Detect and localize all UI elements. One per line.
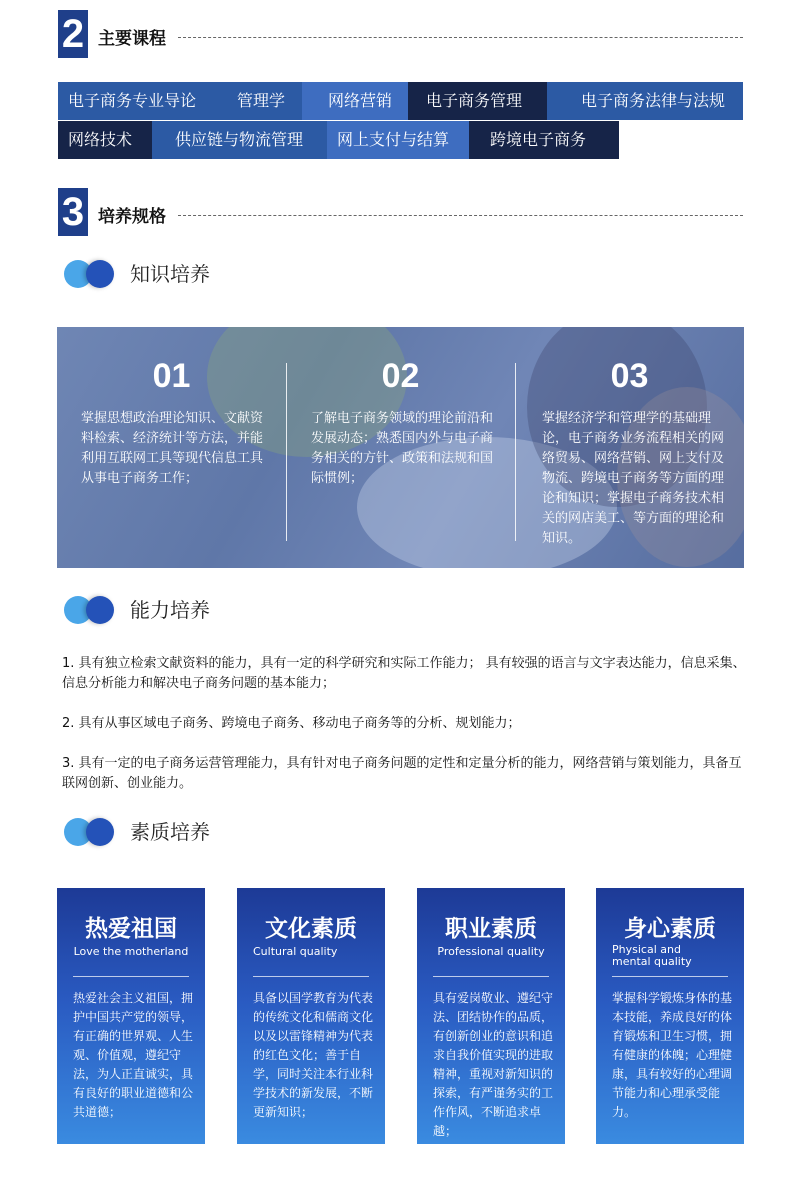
knowledge-panel <box>57 327 744 568</box>
subsection-title: 能力培养 <box>130 598 210 622</box>
card-subtitle: Physical and mental quality <box>612 943 692 968</box>
item-number: 03 <box>610 357 649 395</box>
card-divider <box>612 976 728 977</box>
item-text: 掌握经济学和管理学的基础理论，电子商务业务流程相关的网络贸易、网络营销、网上支付及物流、跨境电子商务等方面的理论和知识；掌握电子商务技术相关的网店美工、等方面的理论和知识。 <box>542 411 725 546</box>
course-cell: 网络技术 <box>58 121 152 159</box>
quality-card <box>237 888 385 1144</box>
card-title: 职业素质 <box>445 916 537 942</box>
dots-icon <box>64 596 116 624</box>
card-subtitle: Cultural quality <box>253 945 338 958</box>
card-divider <box>433 976 549 977</box>
ability-item: 2. 具有从事区域电子商务、跨境电子商务、移动电子商务等的分析、规划能力； <box>62 716 521 731</box>
card-divider <box>73 976 189 977</box>
course-cell: 供应链与物流管理 <box>152 121 327 159</box>
course-cell: 电子商务专业导论 <box>58 82 210 120</box>
card-divider <box>253 976 369 977</box>
dots-icon <box>64 260 116 288</box>
knowledge-item <box>515 327 744 568</box>
ability-item: 3. 具有一定的电子商务运营管理能力，具有针对电子商务问题的定性和定量分析的能力，网络营销与策划能力，具备互联网创新、创业能力。 <box>62 756 742 791</box>
course-cell: 跨境电子商务 <box>469 121 619 159</box>
card-subtitle: Love the motherland <box>73 945 189 958</box>
item-text: 了解电子商务领域的理论前沿和发展动态；熟悉国内外与电子商务相关的方针、政策和法规和国际惯例； <box>311 411 494 486</box>
course-cell: 网上支付与结算 <box>327 121 469 159</box>
card-text: 具备以国学教育为代表的传统文化和儒商文化以及以雷锋精神为代表的红色文化；善于自学，同时关注本行业科学技术的新发展，不断更新知识； <box>253 991 374 1119</box>
card-title: 身心素质 <box>624 916 716 942</box>
knowledge-item <box>286 327 515 568</box>
section-number: 2 <box>58 10 88 58</box>
course-cell: 管理学 <box>210 82 302 120</box>
dots-icon <box>64 818 116 846</box>
card-title: 热爱祖国 <box>85 916 177 942</box>
knowledge-item <box>57 327 286 568</box>
card-text: 具有爱岗敬业、遵纪守法、团结协作的品质，有创新创业的意识和追求自我价值实现的进取精神，重视对新知识的探索，有严谨务实的工作作风，不断追求卓越； <box>433 991 554 1138</box>
dashed-divider <box>178 215 743 216</box>
quality-card <box>596 888 744 1144</box>
item-text: 掌握思想政治理论知识、文献资料检索、经济统计等方法，并能利用互联网工具等现代信息工具从事电子商务工作； <box>81 411 264 486</box>
course-cell: 网络营销 <box>302 82 408 120</box>
ability-item: 1. 具有独立检索文献资料的能力，具有一定的科学研究和实际工作能力； 具有较强的语言与文字表达能力，信息采集、信息分析能力和解决电子商务问题的基本能力； <box>62 656 746 691</box>
section-3-header <box>58 188 743 236</box>
card-title: 文化素质 <box>265 916 357 942</box>
card-text: 掌握科学锻炼身体的基本技能，养成良好的体育锻炼和卫生习惯，拥有健康的体魄；心理健康，具有较好的心理调节能力和心理承受能力。 <box>612 991 733 1119</box>
section-title: 培养规格 <box>98 207 166 227</box>
dashed-divider <box>178 37 743 38</box>
subsection-title: 知识培养 <box>130 262 210 286</box>
item-number: 02 <box>381 357 420 395</box>
item-number: 01 <box>152 357 191 395</box>
course-cell: 电子商务管理 <box>408 82 547 120</box>
card-subtitle: Professional quality <box>437 945 545 958</box>
quality-card <box>57 888 205 1144</box>
section-number: 3 <box>58 188 88 236</box>
card-text: 热爱社会主义祖国，拥护中国共产党的领导，有正确的世界观、人生观、价值观，遵纪守法，为人正直诚实，具有良好的职业道德和公共道德； <box>73 991 194 1119</box>
quality-card <box>417 888 565 1144</box>
section-2-header <box>58 10 743 58</box>
section-title: 主要课程 <box>98 29 166 49</box>
subsection-title: 素质培养 <box>130 820 210 844</box>
course-cell: 电子商务法律与法规 <box>547 82 743 120</box>
